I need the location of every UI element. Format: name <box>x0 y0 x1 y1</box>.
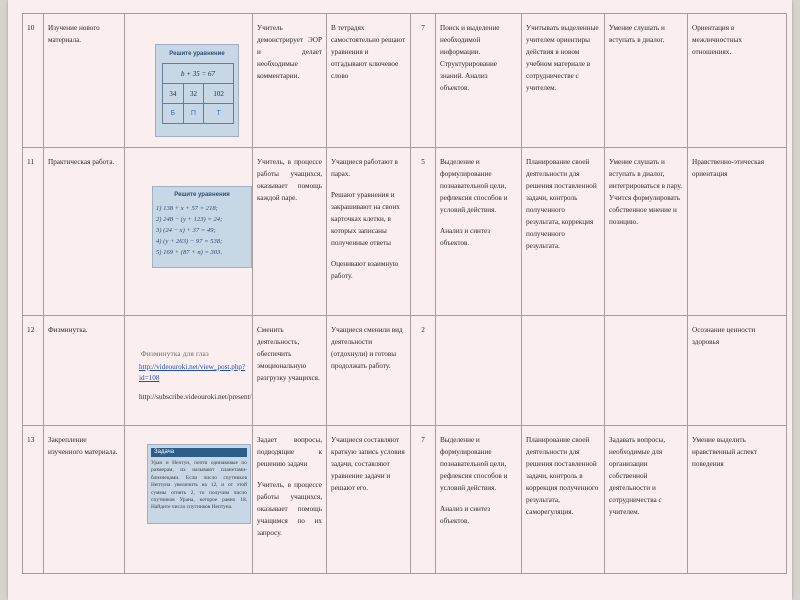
lesson-plan-table <box>22 13 787 574</box>
teacher-activity-cell: Сменить деятельность, обеспечить эмоциональную разгрузку учащихся. <box>253 316 327 426</box>
answer-letter: Б <box>163 104 184 124</box>
slide-equation: 5) 169 + (87 + n) = 303. <box>156 249 223 256</box>
student-activity-text: Учащиеся работают в парах. <box>331 158 398 178</box>
slide-caption: Физминутка для глаз <box>141 350 209 358</box>
time-cell: 7 <box>411 14 436 148</box>
cognitive-text: Выделение и формулирование познавательной цели, рефлексия способов и условий действия. <box>440 158 508 214</box>
regulative-uud-cell: Учитывать выделенные учителем ориентиры действия в новом учебном материале в сотрудничестве с учителем. <box>522 14 605 148</box>
answer-letter: П <box>183 104 204 124</box>
regulative-uud-cell: Планирование своей деятельности для решения поставленной задачи, контроль полученного результата, коррекция полученного результата. <box>522 148 605 316</box>
stage-cell: Закрепление изученного материала. <box>44 426 125 574</box>
time-cell: 2 <box>411 316 436 426</box>
cognitive-uud-cell <box>436 426 522 574</box>
cognitive-uud-cell <box>436 316 522 426</box>
cognitive-uud-cell <box>436 148 522 316</box>
communicative-uud-cell: Умение слушать и вступать в диалог. <box>605 14 688 148</box>
table-row <box>23 14 787 148</box>
row-number: 13 <box>23 426 44 574</box>
communicative-uud-cell <box>605 316 688 426</box>
answer-option: 34 <box>163 84 184 104</box>
slide-problem-text: Уран и Нептун, почти одинаковые по размерам, их называют планетами-близнецами. Если число спутников Нептуна увеличить на 12, и от этой суммы отнять 2, то получим число спутников Урана, которое равно 18. Найдите число спутников Нептуна. <box>151 460 247 511</box>
student-activity-text: Оценивают взаимную работу. <box>331 260 399 280</box>
slide-title: Решите уравнения <box>174 192 230 198</box>
time-cell: 7 <box>411 426 436 574</box>
stage-cell: Изучение нового материала. <box>44 14 125 148</box>
teacher-activity-text: Учитель, в процессе работы учащихся, оказывает помощь учащимся по их запросу. <box>257 481 322 537</box>
table-row <box>23 426 787 574</box>
link-block <box>125 362 252 403</box>
resource-cell <box>125 316 253 426</box>
personal-uud-cell: Осознание ценности здоровья <box>688 316 787 426</box>
teacher-activity-cell: Учитель, в процессе работы учащихся, оказывает помощь каждой паре. <box>253 148 327 316</box>
slide-equation: b + 35 = 67 <box>163 64 234 84</box>
teacher-activity-cell <box>253 426 327 574</box>
student-activity-cell <box>327 148 411 316</box>
row-number: 10 <box>23 14 44 148</box>
personal-uud-cell: Ориентация в межличностных отношениях. <box>688 14 787 148</box>
stage-cell: Практическая работа. <box>44 148 125 316</box>
resource-cell <box>125 148 253 316</box>
answer-option: 102 <box>204 84 234 104</box>
student-activity-cell: В тетрадях самостоятельно решают уравнения и отгадывают ключевое слово <box>327 14 411 148</box>
slide-equation: 4) (y + 263) − 97 = 538; <box>156 238 223 245</box>
equations-slide-image <box>152 186 252 268</box>
teacher-activity-cell: Учитель демонстрирует ЭОР и делает необходимые комментарии. <box>253 14 327 148</box>
table-row <box>23 316 787 426</box>
teacher-activity-text: Задает вопросы, подводящие к решению задачи <box>257 436 322 468</box>
answer-letter: Т <box>204 104 234 124</box>
time-cell: 5 <box>411 148 436 316</box>
slide-title: Решите уравнение <box>169 51 225 57</box>
cognitive-uud-cell: Поиск и выделение необходимой информации. Структурирование знаний. Анализ объектов. <box>436 14 522 148</box>
stage-cell: Физминутка. <box>44 316 125 426</box>
slide-equation: 1) 138 + x + 57 = 218; <box>156 205 218 212</box>
row-number: 11 <box>23 148 44 316</box>
cognitive-text: Выделение и формулирование познавательной цели, рефлексия способов и условий действия. <box>440 436 508 492</box>
cognitive-text: Анализ и синтез объектов. <box>440 505 491 525</box>
regulative-uud-cell: Планирование своей деятельности для решения поставленной задачи, контроль в коррекция полученного результата, саморегуляция. <box>522 426 605 574</box>
communicative-uud-cell: Задавать вопросы, необходимые для организации собственной деятельности и сотрудничества с учителем. <box>605 426 688 574</box>
video-link[interactable]: http://videouroki.net/view_post.php?id=108 <box>139 363 246 382</box>
resource-cell <box>125 14 253 148</box>
slide-equation: 2) 248 − (y + 123) = 24; <box>156 216 223 223</box>
resource-cell <box>125 426 253 574</box>
slide-title: Задача <box>151 448 247 457</box>
slide-answer-grid <box>162 63 234 124</box>
slide-equation: 3) (24 − x) + 37 = 49; <box>156 227 216 234</box>
table-row <box>23 148 787 316</box>
student-activity-text: Решают уравнения и закрашивают на своих карточках клетки, в которых записаны полученные ответы <box>331 191 400 247</box>
row-number: 12 <box>23 316 44 426</box>
regulative-uud-cell <box>522 316 605 426</box>
student-activity-cell: Учащиеся составляют краткую запись условия задачи, составляют уравнение задачи и решают его. <box>327 426 411 574</box>
student-activity-cell: Учащиеся сменили вид деятельности (отдохнули) и готовы продолжать работу. <box>327 316 411 426</box>
answer-option: 32 <box>183 84 204 104</box>
communicative-uud-cell: Умение слушать и вступать в диалог, интегрироваться в пару. Учится формулировать собственное мнение и позицию. <box>605 148 688 316</box>
cognitive-text: Анализ и синтез объектов. <box>440 227 491 247</box>
problem-slide-image <box>147 444 251 524</box>
personal-uud-cell: Умение выделить нравственный аспект поведения <box>688 426 787 574</box>
personal-uud-cell: Нравственно-этическая ориентация <box>688 148 787 316</box>
equation-slide-image <box>155 44 239 137</box>
subscribe-link[interactable]: http://subscribe.videouroki.net/present/ <box>139 393 252 401</box>
document-page <box>8 0 792 600</box>
